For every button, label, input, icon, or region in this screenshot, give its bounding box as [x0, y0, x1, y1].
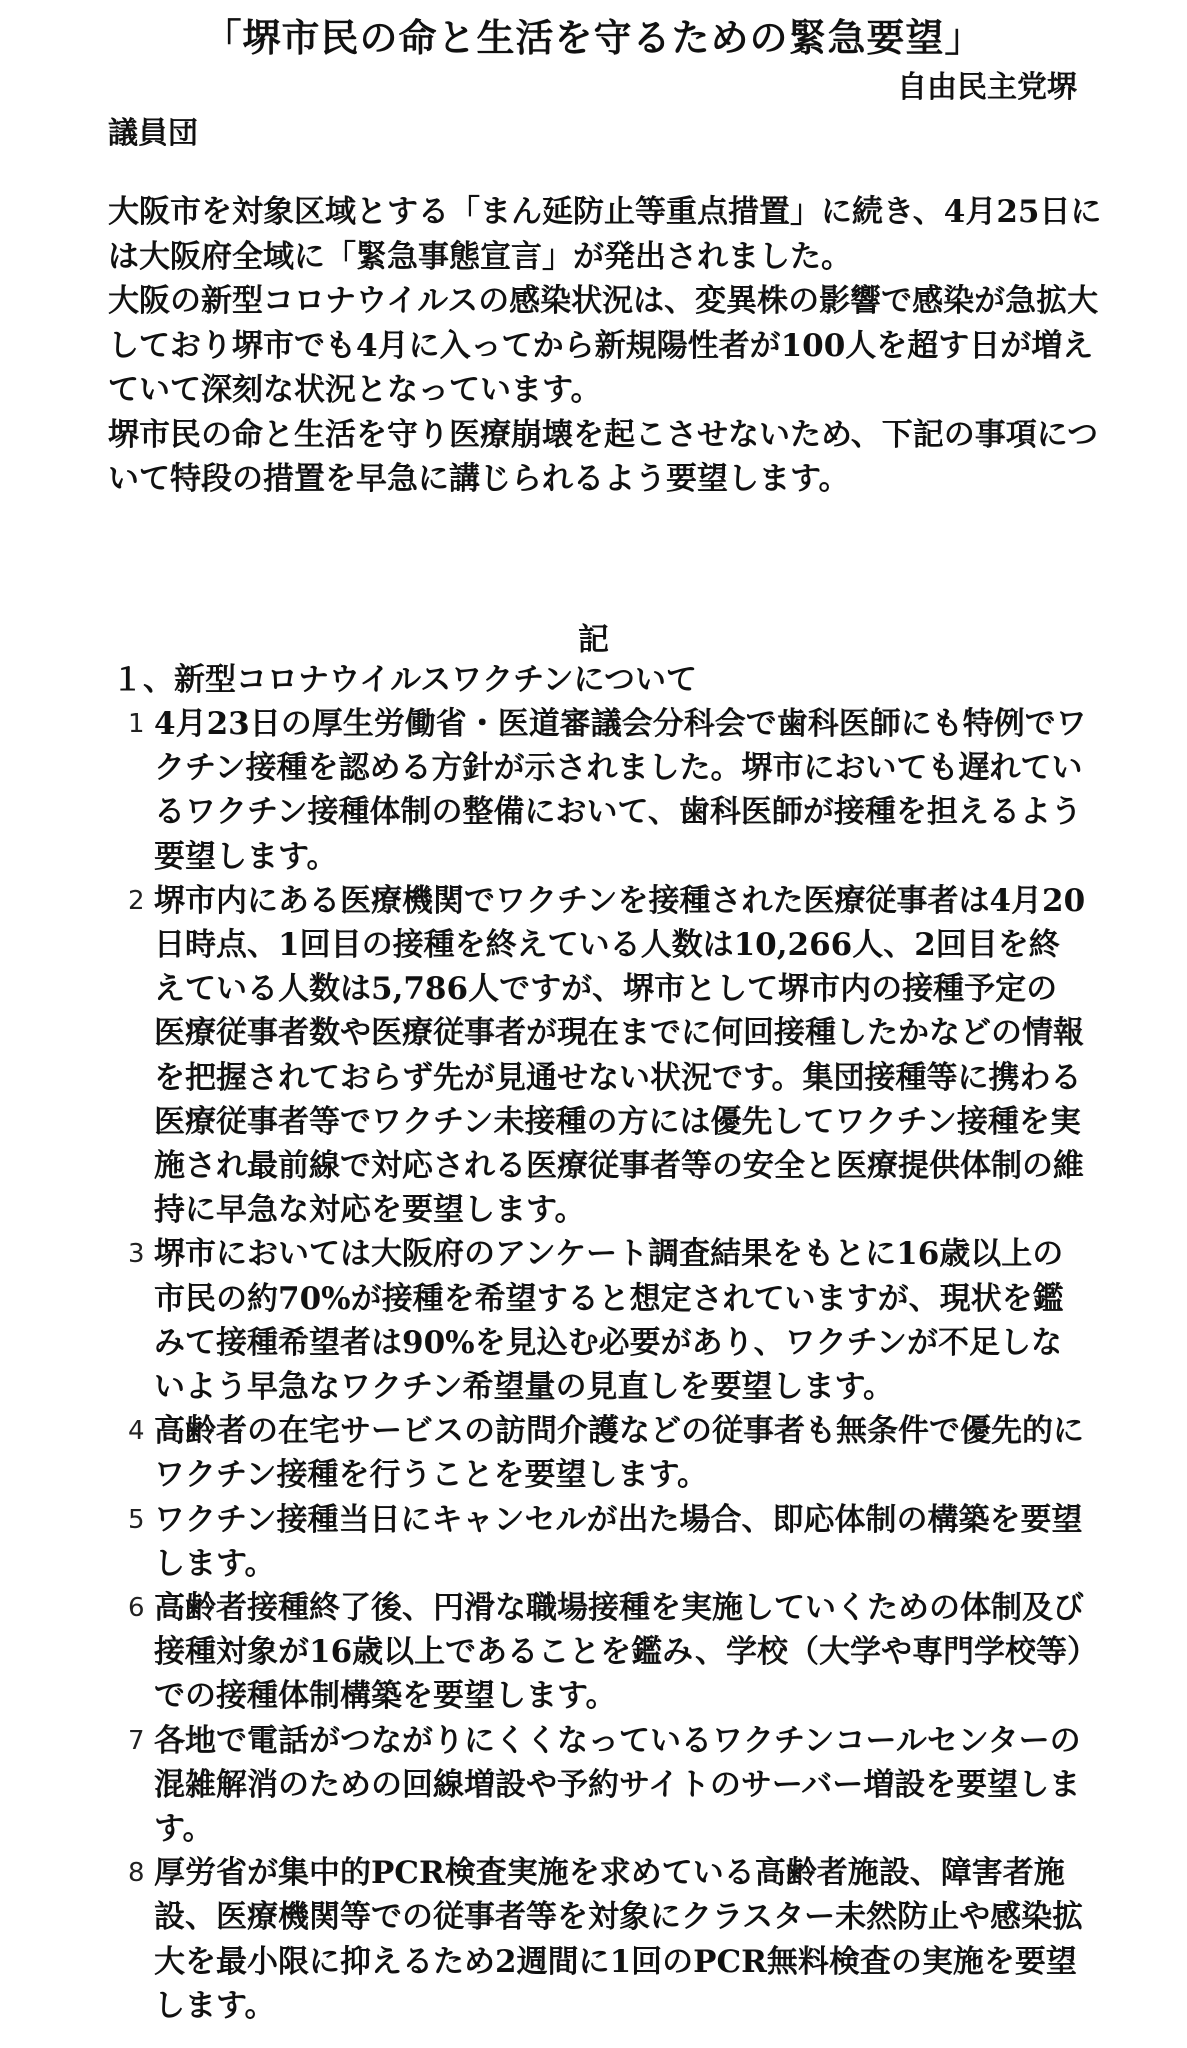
request-item: [128, 702, 1088, 879]
request-item-text: 高齢者接種終了後、円滑な職場接種を実施していくための体制及び接種対象が16歳以上であることを鑑み、学校（大学や専門学校等）での接種体制構築を要望します。: [154, 1590, 1084, 1715]
request-item-number: 6: [128, 1593, 145, 1624]
intro-paragraph: 大阪市を対象区域とする「まん延防止等重点措置」に続き、4月25日には大阪府全域に「緊急事態宣言」が発出されました。: [108, 194, 1102, 275]
request-item-number: 4: [128, 1416, 145, 1447]
section-heading: １、新型コロナウイルスワクチンについて: [112, 662, 697, 698]
intro-paragraph: 堺市民の命と生活を守り医療崩壊を起こさせないため、下記の事項について特段の措置を早急に講じられるよう要望します。: [108, 416, 1099, 497]
request-item-text: 高齢者の在宅サービスの訪問介護などの従事者も無条件で優先的にワクチン接種を行うことを要望します。: [154, 1413, 1084, 1494]
request-item-number: 7: [128, 1725, 145, 1756]
request-item-text: ワクチン接種当日にキャンセルが出た場合、即応体制の構築を要望します。: [154, 1501, 1083, 1582]
request-item: [128, 1498, 1088, 1586]
request-list: [128, 702, 1088, 2028]
document-title: 「堺市民の命と生活を守るための緊急要望」: [203, 15, 984, 60]
request-item-number: 5: [128, 1504, 145, 1535]
ki-heading: 記: [578, 622, 609, 658]
request-item-text: 堺市においては大阪府のアンケート調査結果をもとに16歳以上の市民の約70%が接種を希望すると想定されていますが、現状を鑑みて接種希望者は90%を見込む必要があり、ワクチンが不足しないよう早急なワクチン希望量の見直しを要望します。: [154, 1236, 1064, 1406]
request-item: [128, 1232, 1088, 1409]
organization-name: 自由民主党堺: [897, 70, 1077, 105]
request-item: [128, 1586, 1088, 1719]
request-item-text: 4月23日の厚生労働省・医道審議会分科会で歯科医師にも特例でワクチン接種を認める方針が示されました。堺市においても遅れているワクチン接種体制の整備において、歯科医師が接種を担えるよう要望します。: [154, 706, 1087, 875]
request-item-number: 1: [128, 709, 145, 739]
request-item-number: 8: [128, 1858, 145, 1889]
intro-paragraph: 大阪の新型コロナウイルスの感染状況は、変異株の影響で感染が急拡大しており堺市でも4月に入ってから新規陽性者が100人を超す日が増えていて深刻な状況となっています。: [108, 283, 1099, 408]
request-item-text: 各地で電話がつながりにくくなっているワクチンコールセンターの混雑解消のための回線増設や予約サイトのサーバー増設を要望します。: [154, 1722, 1081, 1848]
request-item: [128, 879, 1088, 1233]
request-item-text: 堺市内にある医療機関でワクチンを接種された医療従事者は4月20日時点、1回目の接種を終えている人数は10,266人、2回目を終えている人数は5,786人ですが、堺市として堺市内の接種予定の医療従事者数や医療従事者が現在までに何回接種したかなどの情報を把握されておらず先が見通せない状況です。集団接種等に携わる医療従事者等でワクチン未接種の方には優先してワクチン接種を実施され最前線で対応される医療従事者等の安全と医療提供体制の維持に早急な対応を要望します。: [154, 882, 1086, 1229]
intro-section: [108, 190, 1108, 502]
organization-name-continued: 議員団: [108, 116, 198, 151]
request-item: [128, 1719, 1088, 1852]
request-item-number: 2: [128, 885, 145, 916]
request-item-number: 3: [128, 1239, 145, 1270]
request-item-text: 厚労省が集中的PCR検査実施を求めている高齢者施設、障害者施設、医療機関等での従事者等を対象にクラスター未然防止や感染拡大を最小限に抑えるため2週間に1回のPCR無料検査の実施を要望します。: [154, 1855, 1084, 2024]
request-item: [128, 1851, 1088, 2028]
request-item: [128, 1409, 1088, 1497]
